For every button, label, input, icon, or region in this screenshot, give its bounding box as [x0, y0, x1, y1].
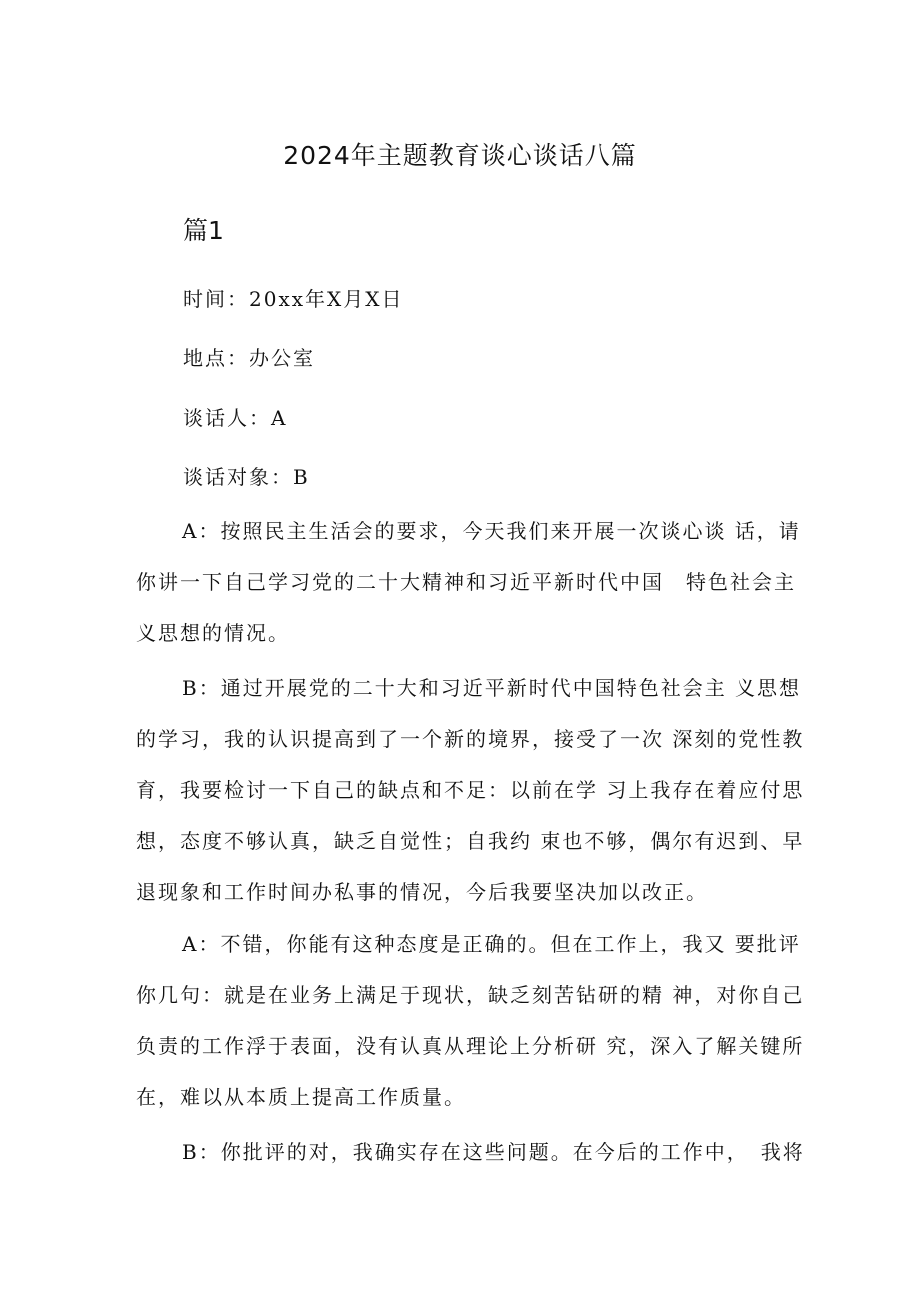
paragraph-line: A：按照民主生活会的要求，今天我们来开展一次谈心谈 话，请	[182, 519, 801, 543]
paragraph-line: 义思想的情况。	[136, 621, 290, 645]
paragraph-line: A：不错，你能有这种态度是正确的。但在工作上，我又 要批评	[182, 932, 801, 956]
paragraph-line: 你讲一下自己学习党的二十大精神和习近平新时代中国 特色社会主	[136, 570, 796, 594]
paragraph-line: B：通过开展党的二十大和习近平新时代中国特色社会主 义思想	[182, 676, 802, 700]
paragraph-line: 的学习，我的认识提高到了一个新的境界，接受了一次 深刻的党性教	[136, 727, 805, 751]
paragraph-line: 想，态度不够认真，缺乏自觉性；自我约 束也不够，偶尔有迟到、早	[136, 829, 805, 853]
paragraph-line: 退现象和工作时间办私事的情况，今后我要坚决加以改正。	[136, 880, 708, 904]
dialogue-paragraph	[136, 506, 801, 659]
paragraph-line: 育，我要检讨一下自己的缺点和不足：以前在学 习上我存在着应付思	[136, 778, 805, 802]
section-heading: 篇1	[183, 216, 224, 245]
dialogue-paragraph	[136, 1127, 805, 1178]
document-title: 2024年主题教育谈心谈话八篇	[283, 141, 637, 170]
dialogue-paragraph	[136, 919, 805, 1123]
paragraph-line: B：你批评的对，我确实存在这些问题。在今后的工作中， 我将	[182, 1140, 805, 1164]
paragraph-line: 你几句：就是在业务上满足于现状，缺乏刻苦钻研的精 神，对你自己	[136, 983, 805, 1007]
meta-speaker: 谈话人：A	[183, 406, 288, 430]
dialogue-paragraph	[136, 663, 805, 918]
paragraph-line: 在，难以从本质上提高工作质量。	[136, 1085, 466, 1109]
meta-time: 时间：20xx年X月X日	[183, 287, 404, 311]
paragraph-line: 负责的工作浮于表面，没有认真从理论上分析研 究，深入了解关键所	[136, 1034, 805, 1058]
meta-place: 地点：办公室	[183, 346, 315, 370]
meta-target: 谈话对象：B	[183, 465, 310, 489]
